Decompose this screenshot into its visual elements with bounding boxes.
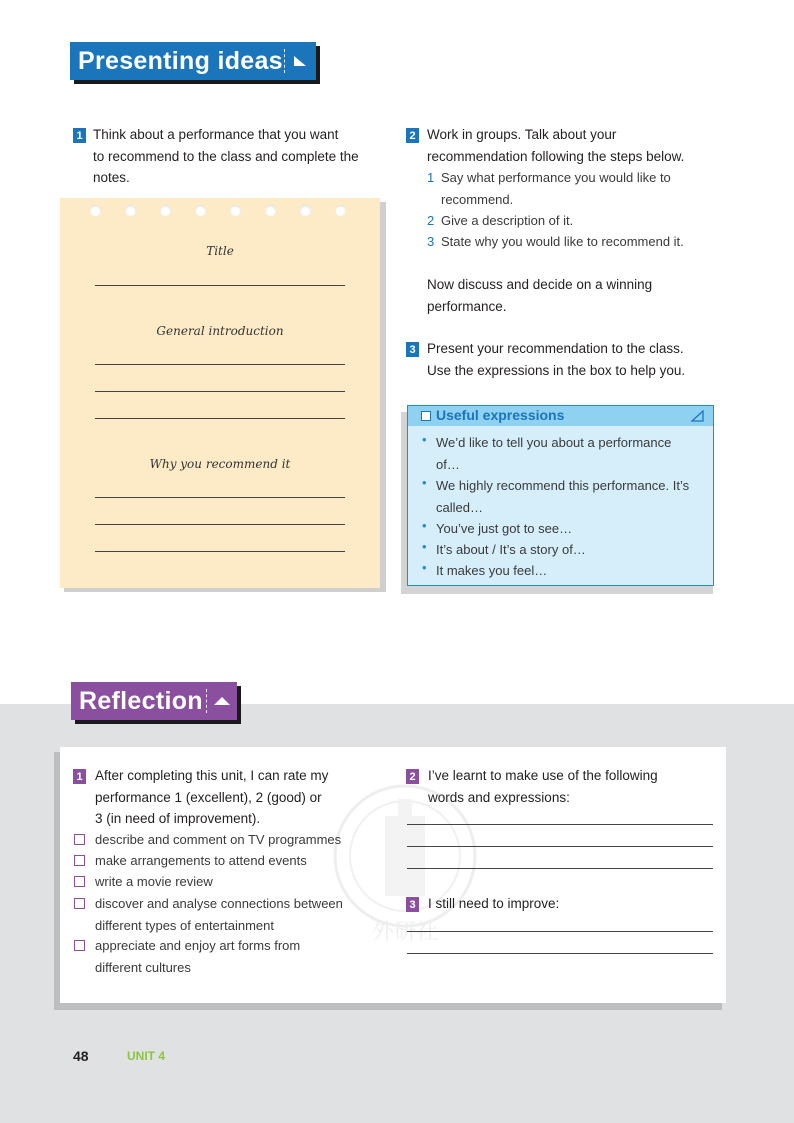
- presenting-ideas-header: [70, 42, 316, 80]
- corner-triangle-icon: [691, 410, 704, 422]
- step-number: 2: [427, 213, 435, 228]
- answer-line[interactable]: [407, 953, 713, 954]
- reflection-question-2-text: I’ve learnt to make use of the following words and expressions:: [428, 768, 658, 805]
- bullet: •: [422, 539, 427, 554]
- notepad-title-label: Title: [206, 244, 234, 258]
- checkbox[interactable]: [74, 855, 85, 866]
- expression-item: You’ve just got to see…: [436, 521, 573, 536]
- question-1-badge: 1: [73, 128, 86, 143]
- notepad-title-line[interactable]: [95, 285, 345, 286]
- reflection-question-2-badge: 2: [406, 769, 419, 784]
- question-2-badge: 2: [406, 128, 419, 143]
- question-1-text: Think about a performance that you want to recommend to the class and complete the notes.: [93, 127, 359, 185]
- notepad-intro-line[interactable]: [95, 418, 345, 419]
- expression-item: We’d like to tell you about a performance of…: [436, 435, 672, 472]
- step-number: 1: [427, 170, 435, 185]
- up-arrow-icon: [213, 695, 231, 707]
- checklist-item: write a movie review: [95, 874, 213, 889]
- useful-expressions-header: [408, 406, 713, 426]
- checklist-item: discover and analyse connections between different types of entertainment: [95, 896, 343, 933]
- expression-item: We highly recommend this performance. It’s called…: [436, 478, 690, 515]
- answer-line[interactable]: [407, 824, 713, 825]
- checkbox[interactable]: [74, 876, 85, 887]
- answer-line[interactable]: [407, 931, 713, 932]
- reflection-question-3-text: I still need to improve:: [428, 896, 560, 911]
- bullet: •: [422, 560, 427, 575]
- expression-item: It makes you feel…: [436, 563, 548, 578]
- presenting-ideas-title: Presenting ideas: [78, 46, 283, 75]
- checkbox[interactable]: [74, 940, 85, 951]
- reflection-title: Reflection: [79, 686, 203, 715]
- checkbox[interactable]: [74, 898, 85, 909]
- answer-line[interactable]: [407, 846, 713, 847]
- question-3-text: Present your recommendation to the class. Use the expressions in the box to help you.: [427, 341, 686, 378]
- page-number: 48: [73, 1048, 89, 1064]
- answer-line[interactable]: [407, 868, 713, 869]
- corner-arrow-icon: [292, 54, 308, 68]
- step-number: 3: [427, 234, 435, 249]
- notepad-intro-line[interactable]: [95, 364, 345, 365]
- reflection-question-3-badge: 3: [406, 897, 419, 912]
- checkbox[interactable]: [74, 834, 85, 845]
- useful-expressions-box: [407, 405, 714, 586]
- step-text: Give a description of it.: [441, 213, 574, 228]
- notepad-why-line[interactable]: [95, 497, 345, 498]
- expression-item: It’s about / It’s a story of…: [436, 542, 586, 557]
- bullet: •: [422, 432, 427, 447]
- useful-expressions-title: Useful expressions: [436, 407, 565, 423]
- svg-text:外研社: 外研社: [371, 920, 439, 945]
- notepad-intro-line[interactable]: [95, 391, 345, 392]
- reflection-question-1-text: After completing this unit, I can rate my performance 1 (excellent), 2 (good) or 3 (in need of improvement).: [95, 768, 329, 826]
- notepad-why-label: Why you recommend it: [149, 457, 291, 471]
- question-3-badge: 3: [406, 342, 419, 357]
- notepad-intro-label: General introduction: [156, 324, 284, 338]
- reflection-header: [71, 682, 237, 720]
- checklist-item: appreciate and enjoy art forms from different cultures: [95, 938, 301, 975]
- unit-label: UNIT 4: [127, 1049, 166, 1063]
- reflection-question-1-badge: 1: [73, 769, 86, 784]
- checklist-item: describe and comment on TV programmes: [95, 832, 342, 847]
- step-text: State why you would like to recommend it.: [441, 234, 684, 249]
- notes-notepad: [60, 198, 380, 588]
- step-text: Say what performance you would like to recommend.: [441, 170, 671, 207]
- checklist-item: make arrangements to attend events: [95, 853, 307, 868]
- notepad-why-line[interactable]: [95, 524, 345, 525]
- bullet: •: [422, 475, 427, 490]
- square-icon: [421, 411, 431, 421]
- question-2-text: Work in groups. Talk about your recommendation following the steps below.: [427, 127, 685, 164]
- bullet: •: [422, 518, 427, 533]
- question-2-after-text: Now discuss and decide on a winning performance.: [427, 277, 653, 314]
- notepad-why-line[interactable]: [95, 551, 345, 552]
